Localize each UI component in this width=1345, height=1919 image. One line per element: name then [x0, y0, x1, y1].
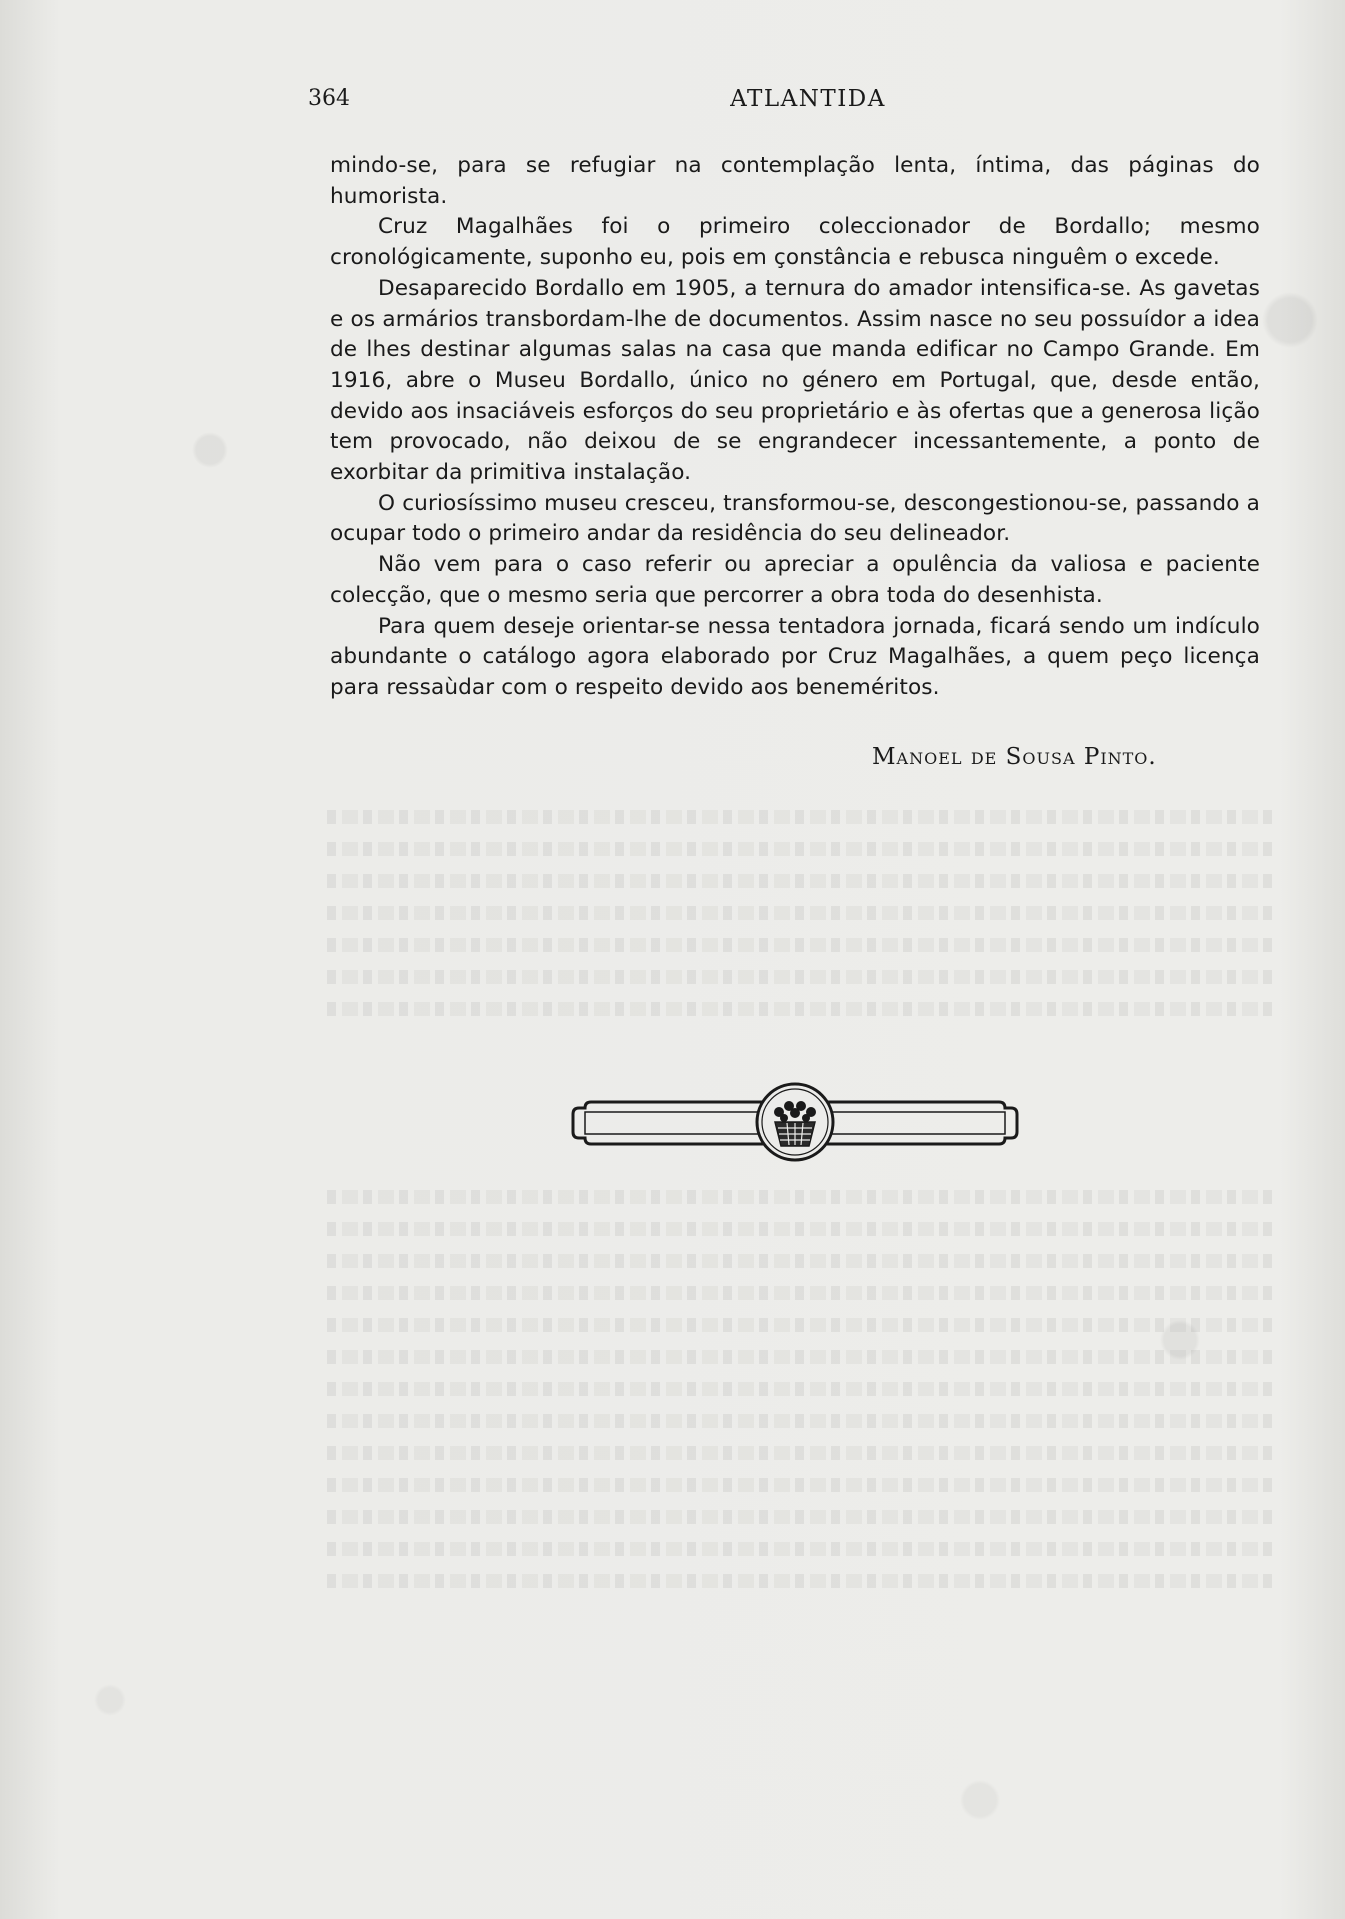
- article-body: [330, 151, 1260, 704]
- paragraph: Para quem deseje orientar-se nessa tentadora jornada, ficará sendo um indículo abundante o catálogo agora elaborado por Cruz Magalhães, a quem peço licença para ressaùdar com o respeito devido aos beneméritos.: [330, 613, 1260, 700]
- author-signature: Manoel de Sousa Pinto.: [872, 744, 1157, 770]
- basket-vignette-icon: [571, 1082, 1019, 1162]
- paragraph: mindo-se, para se refugiar na contemplação lenta, íntima, das páginas do humorista.: [330, 153, 1260, 209]
- paragraph: O curiosíssimo museu cresceu, transformou-se, descongestionou-se, passando a ocupar todo o primeiro andar da residência do seu delineador.: [330, 490, 1260, 547]
- running-head: [308, 86, 1308, 116]
- paragraph: Desaparecido Bordallo em 1905, a ternura do amador intensifica-se. As gavetas e os armários transbordam-lhe de documentos. Assim nasce no seu possuídor a idea de lhes destinar algumas salas na casa que manda edificar no Campo Grande. Em 1916, abre o Museu Bordallo, único no género em Portugal, que, desde então, devido aos insaciáveis esforços do seu proprietário e às ofertas que a generosa lição tem provocado, não deixou de se engrandecer incessantemente, a ponto de exorbitar da primitiva instalação.: [330, 275, 1260, 486]
- page-number: 364: [308, 86, 350, 111]
- paragraph: Não vem para o caso referir ou apreciar a opulência da valiosa e paciente colecção, que o mesmo seria que percorrer a obra toda do desenhista.: [330, 552, 1260, 608]
- journal-title: ATLANTIDA: [730, 86, 886, 112]
- paragraph: Cruz Magalhães foi o primeiro coleccionador de Bordallo; mesmo cronológicamente, suponho eu, pois em çonstância e rebusca ninguêm o excede.: [330, 214, 1260, 271]
